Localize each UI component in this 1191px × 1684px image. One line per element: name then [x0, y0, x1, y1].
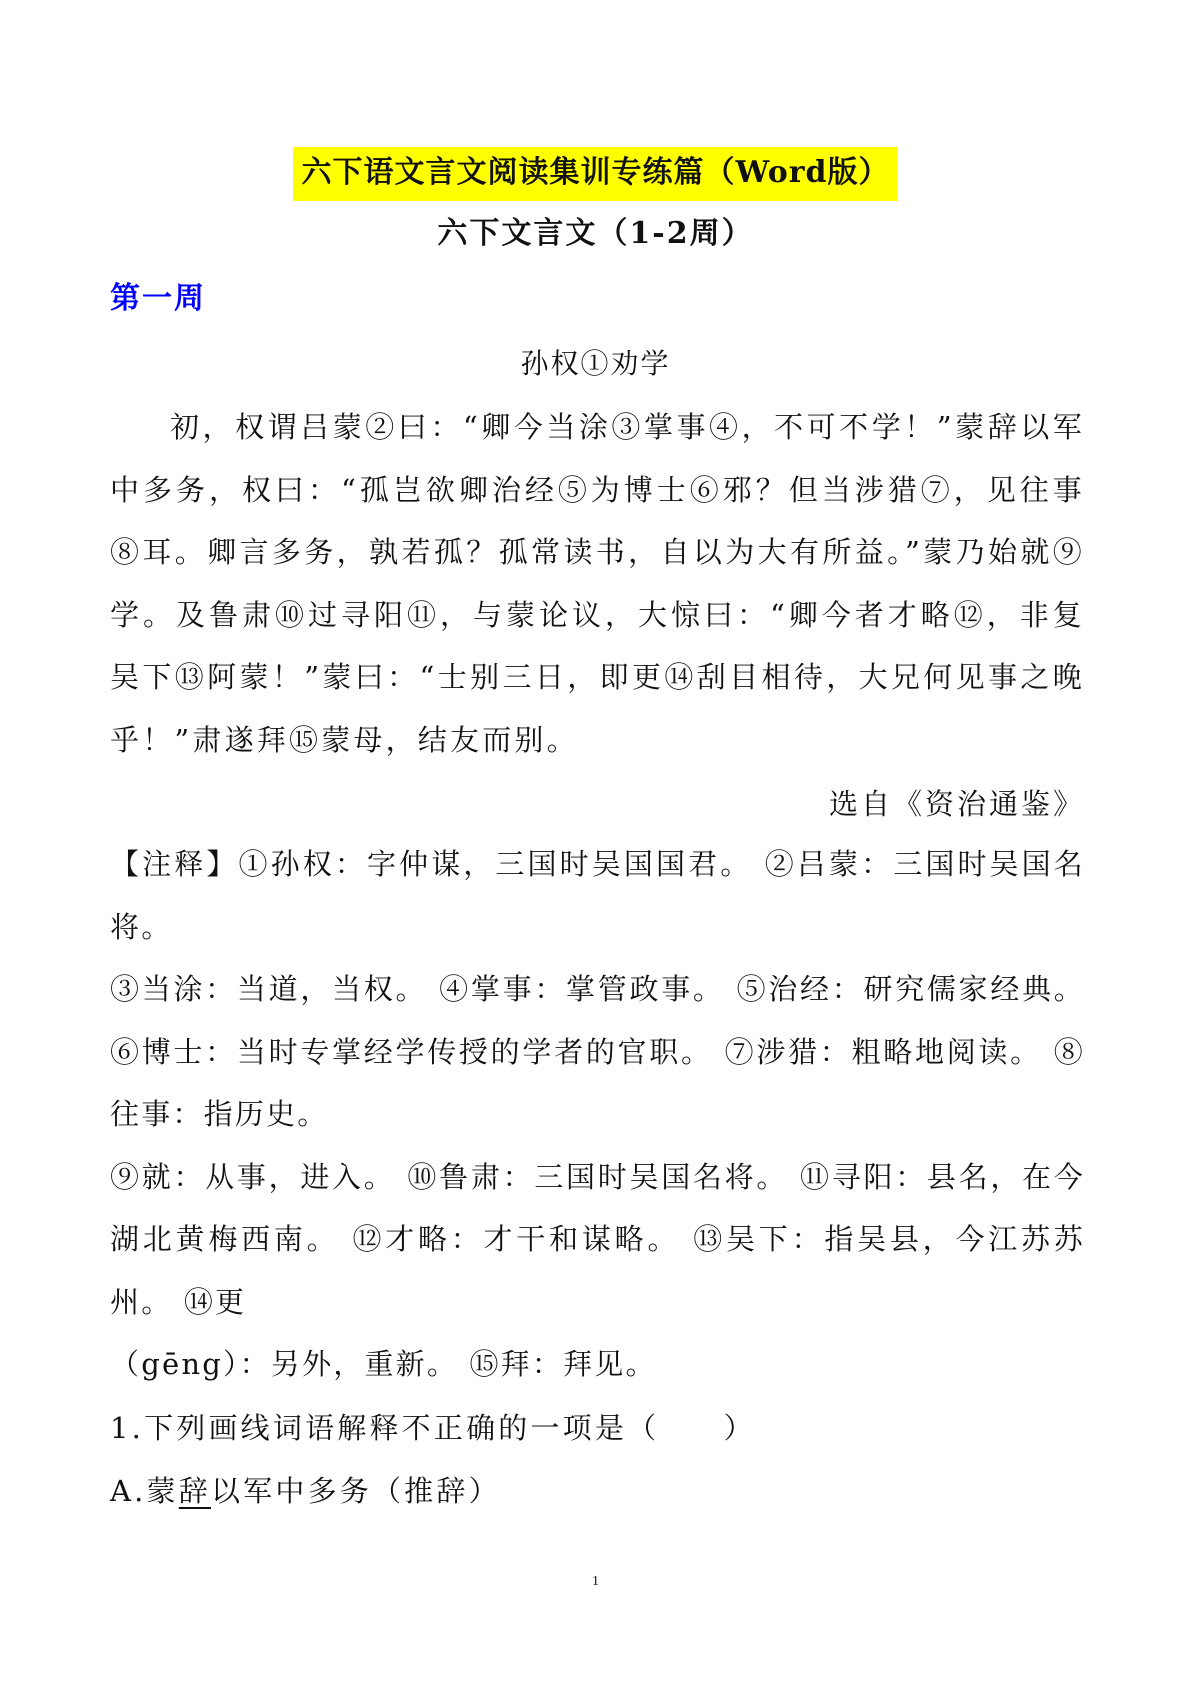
- option-a-suffix: 以军中多务（推辞）: [210, 1473, 501, 1508]
- annotation-paragraph: ⑨就：从事，进入。 ⑩鲁肃：三国时吴国名将。 ⑪寻阳：县名，在今湖北黄梅西南。 ⑫才略：才干和谋略。 ⑬吴下：指吴县，今江苏苏州。 ⑭更: [110, 1159, 1085, 1319]
- question-1: [110, 1397, 1085, 1522]
- document-subtitle: 六下文言文（1-2周）: [437, 216, 754, 251]
- week-heading: 第一周: [110, 281, 206, 316]
- title-container: [0, 147, 1191, 201]
- annotation-paragraph: 【注释】①孙权：字仲谋，三国时吴国国君。 ②吕蒙：三国时吴国名将。: [110, 847, 1085, 944]
- passage-source: 选自《资治通鉴》: [828, 787, 1085, 821]
- document-title: 六下语文言文阅读集训专练篇（Word版）: [293, 147, 897, 201]
- passage-body: 初，权谓吕蒙②曰：“卿今当涂③掌事④，不可不学！”蒙辞以军中多务，权曰：“孤岂欲卿治经⑤为博士⑥邪？但当涉猎⑦，见往事⑧耳。卿言多务，孰若孤？孤常读书，自以为大有所益。”蒙乃始就⑨学。及鲁肃⑩过寻阳⑪，与蒙论议，大惊曰：“卿今者才略⑫，非复吴下⑬阿蒙！”蒙曰：“士别三日，即更⑭刮目相待，大兄何见事之晚乎！”肃遂拜⑮蒙母，结友而别。: [110, 410, 1085, 757]
- option-a-prefix: A.蒙: [110, 1473, 179, 1508]
- page-number: 1: [592, 1574, 599, 1589]
- option-a: [110, 1460, 1085, 1523]
- annotations: [110, 833, 1085, 1396]
- question-stem: 1.下列画线词语解释不正确的一项是（ ）: [110, 1411, 756, 1445]
- underlined-word: 辞: [178, 1473, 211, 1508]
- annotation-paragraph: ③当涂：当道，当权。 ④掌事：掌管政事。 ⑤治经：研究儒家经典。⑥博士：当时专掌经学传授的学者的官职。 ⑦涉猎：粗略地阅读。 ⑧往事：指历史。: [110, 972, 1085, 1131]
- annotation-paragraph: （gēng）：另外，重新。 ⑮拜：拜见。: [110, 1347, 657, 1381]
- passage-title: 孙权①劝学: [520, 347, 671, 380]
